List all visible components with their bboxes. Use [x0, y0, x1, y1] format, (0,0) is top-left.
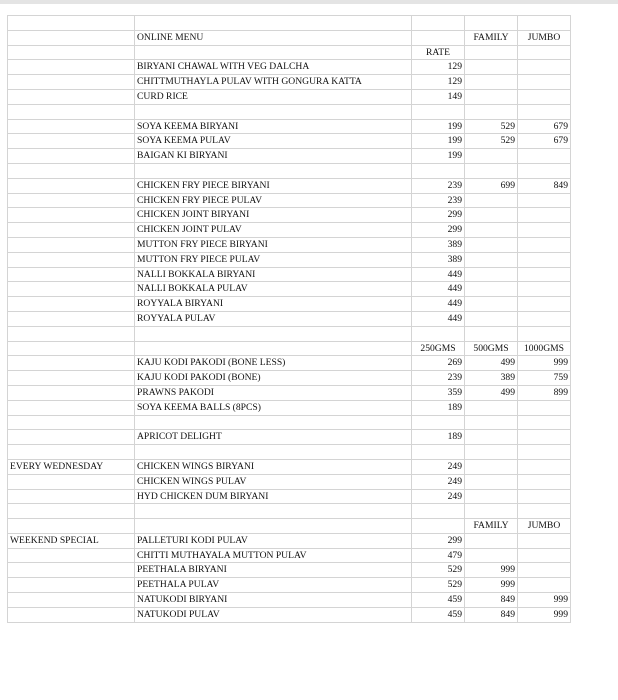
- item-name-cell[interactable]: [135, 16, 412, 31]
- price-col3-cell[interactable]: [518, 578, 571, 593]
- item-name-cell[interactable]: CHICKEN FRY PIECE PULAV: [135, 193, 412, 208]
- price-col1-cell[interactable]: 269: [412, 356, 465, 371]
- price-col1-cell[interactable]: 189: [412, 400, 465, 415]
- item-name-cell[interactable]: [135, 415, 412, 430]
- item-name-cell[interactable]: CHICKEN WINGS PULAV: [135, 474, 412, 489]
- section-label-cell[interactable]: [8, 163, 135, 178]
- table-row: [8, 30, 571, 45]
- table-row: [8, 193, 571, 208]
- price-col3-cell[interactable]: [518, 104, 571, 119]
- section-label-cell[interactable]: [8, 60, 135, 75]
- item-name-cell[interactable]: APRICOT DELIGHT: [135, 430, 412, 445]
- item-name-cell[interactable]: ROYYALA BIRYANI: [135, 297, 412, 312]
- price-col2-cell[interactable]: 849: [465, 593, 518, 608]
- table-row: [8, 593, 571, 608]
- price-col3-cell[interactable]: 999: [518, 356, 571, 371]
- price-col1-cell[interactable]: 249: [412, 459, 465, 474]
- price-col1-cell[interactable]: [412, 445, 465, 460]
- item-name-cell[interactable]: NALLI BOKKALA PULAV: [135, 282, 412, 297]
- section-label-cell[interactable]: [8, 149, 135, 164]
- price-col3-cell[interactable]: 679: [518, 119, 571, 134]
- price-col3-cell[interactable]: [518, 89, 571, 104]
- table-row: [8, 16, 571, 31]
- table-row: [8, 504, 571, 519]
- table-row: [8, 104, 571, 119]
- item-name-cell[interactable]: ROYYALA PULAV: [135, 311, 412, 326]
- section-label-cell[interactable]: [8, 223, 135, 238]
- price-col2-cell[interactable]: [465, 489, 518, 504]
- table-row: [8, 430, 571, 445]
- item-name-cell[interactable]: CHICKEN JOINT BIRYANI: [135, 208, 412, 223]
- table-row: [8, 385, 571, 400]
- table-row: [8, 400, 571, 415]
- section-label-cell[interactable]: [8, 237, 135, 252]
- section-label-cell[interactable]: [8, 16, 135, 31]
- table-row: [8, 578, 571, 593]
- price-col1-cell[interactable]: 529: [412, 563, 465, 578]
- table-row: [8, 519, 571, 534]
- table-row: [8, 356, 571, 371]
- price-col2-cell[interactable]: 529: [465, 119, 518, 134]
- price-col1-cell[interactable]: 389: [412, 252, 465, 267]
- section-label-cell[interactable]: [8, 430, 135, 445]
- price-col2-cell[interactable]: [465, 459, 518, 474]
- price-col1-cell[interactable]: [412, 163, 465, 178]
- price-col3-cell[interactable]: 679: [518, 134, 571, 149]
- price-col3-cell[interactable]: [518, 45, 571, 60]
- table-row: [8, 163, 571, 178]
- price-col2-cell[interactable]: [465, 89, 518, 104]
- price-col1-cell[interactable]: 199: [412, 149, 465, 164]
- price-col1-cell[interactable]: 250GMS: [412, 341, 465, 356]
- price-col3-cell[interactable]: [518, 282, 571, 297]
- price-col2-cell[interactable]: 529: [465, 134, 518, 149]
- menu-spreadsheet: [7, 15, 571, 623]
- price-col2-cell[interactable]: [465, 430, 518, 445]
- table-row: [8, 282, 571, 297]
- price-col1-cell[interactable]: 239: [412, 371, 465, 386]
- price-col3-cell[interactable]: [518, 563, 571, 578]
- price-col1-cell[interactable]: 449: [412, 282, 465, 297]
- price-col2-cell[interactable]: [465, 297, 518, 312]
- price-col3-cell[interactable]: [518, 267, 571, 282]
- price-col3-cell[interactable]: [518, 297, 571, 312]
- price-col3-cell[interactable]: [518, 548, 571, 563]
- price-col2-cell[interactable]: [465, 533, 518, 548]
- price-col1-cell[interactable]: 479: [412, 548, 465, 563]
- section-label-cell[interactable]: [8, 311, 135, 326]
- table-row: [8, 607, 571, 622]
- item-name-cell[interactable]: CHITTI MUTHAYALA MUTTON PULAV: [135, 548, 412, 563]
- price-col3-cell[interactable]: [518, 504, 571, 519]
- section-label-cell[interactable]: [8, 607, 135, 622]
- item-name-cell[interactable]: CHITTMUTHAYLA PULAV WITH GONGURA KATTA: [135, 75, 412, 90]
- price-col1-cell[interactable]: [412, 415, 465, 430]
- price-col3-cell[interactable]: [518, 400, 571, 415]
- table-row: [8, 311, 571, 326]
- item-name-cell[interactable]: SOYA KEEMA BALLS (8PCS): [135, 400, 412, 415]
- price-col2-cell[interactable]: [465, 45, 518, 60]
- section-label-cell[interactable]: [8, 371, 135, 386]
- price-col1-cell[interactable]: 529: [412, 578, 465, 593]
- item-name-cell[interactable]: PALLETURI KODI PULAV: [135, 533, 412, 548]
- table-row: [8, 223, 571, 238]
- item-name-cell[interactable]: PEETHALA BIRYANI: [135, 563, 412, 578]
- section-label-cell[interactable]: [8, 104, 135, 119]
- price-col1-cell[interactable]: 199: [412, 119, 465, 134]
- price-col2-cell[interactable]: [465, 445, 518, 460]
- price-col3-cell[interactable]: [518, 326, 571, 341]
- item-name-cell[interactable]: MUTTON FRY PIECE PULAV: [135, 252, 412, 267]
- item-name-cell[interactable]: [135, 163, 412, 178]
- price-col2-cell[interactable]: 499: [465, 356, 518, 371]
- price-col1-cell[interactable]: 299: [412, 223, 465, 238]
- item-name-cell[interactable]: HYD CHICKEN DUM BIRYANI: [135, 489, 412, 504]
- item-name-cell[interactable]: BAIGAN KI BIRYANI: [135, 149, 412, 164]
- price-col1-cell[interactable]: 459: [412, 607, 465, 622]
- table-row: [8, 548, 571, 563]
- item-name-cell[interactable]: CHICKEN JOINT PULAV: [135, 223, 412, 238]
- item-name-cell[interactable]: SOYA KEEMA PULAV: [135, 134, 412, 149]
- item-name-cell[interactable]: [135, 445, 412, 460]
- section-label-cell[interactable]: [8, 119, 135, 134]
- table-row: [8, 149, 571, 164]
- section-label-cell[interactable]: [8, 578, 135, 593]
- item-name-cell[interactable]: NATUKODI PULAV: [135, 607, 412, 622]
- price-col3-cell[interactable]: [518, 163, 571, 178]
- window-top-edge: [0, 0, 618, 4]
- item-name-cell[interactable]: KAJU KODI PAKODI (BONE): [135, 371, 412, 386]
- item-name-cell[interactable]: MUTTON FRY PIECE BIRYANI: [135, 237, 412, 252]
- section-label-cell[interactable]: [8, 193, 135, 208]
- item-name-cell[interactable]: PRAWNS PAKODI: [135, 385, 412, 400]
- price-col3-cell[interactable]: [518, 149, 571, 164]
- table-row: [8, 252, 571, 267]
- price-col3-cell[interactable]: [518, 430, 571, 445]
- price-col1-cell[interactable]: 249: [412, 489, 465, 504]
- item-name-cell[interactable]: ONLINE MENU: [135, 30, 412, 45]
- section-label-cell[interactable]: [8, 519, 135, 534]
- price-col1-cell[interactable]: RATE: [412, 45, 465, 60]
- price-col3-cell[interactable]: [518, 311, 571, 326]
- section-label-cell[interactable]: [8, 282, 135, 297]
- section-label-cell[interactable]: [8, 252, 135, 267]
- section-label-cell[interactable]: [8, 30, 135, 45]
- price-col2-cell[interactable]: [465, 223, 518, 238]
- price-col3-cell[interactable]: [518, 489, 571, 504]
- table-row: [8, 533, 571, 548]
- price-col3-cell[interactable]: [518, 193, 571, 208]
- table-row: [8, 267, 571, 282]
- price-col2-cell[interactable]: [465, 237, 518, 252]
- item-name-cell[interactable]: NALLI BOKKALA BIRYANI: [135, 267, 412, 282]
- price-col2-cell[interactable]: [465, 208, 518, 223]
- price-col3-cell[interactable]: [518, 237, 571, 252]
- section-label-cell[interactable]: [8, 45, 135, 60]
- table-row: [8, 445, 571, 460]
- section-label-cell[interactable]: [8, 504, 135, 519]
- section-label-cell[interactable]: [8, 208, 135, 223]
- price-col1-cell[interactable]: [412, 326, 465, 341]
- price-col1-cell[interactable]: [412, 504, 465, 519]
- item-name-cell[interactable]: [135, 341, 412, 356]
- section-label-cell[interactable]: WEEKEND SPECIAL: [8, 533, 135, 548]
- table-row: [8, 89, 571, 104]
- section-label-cell[interactable]: [8, 593, 135, 608]
- price-col1-cell[interactable]: 189: [412, 430, 465, 445]
- item-name-cell[interactable]: KAJU KODI PAKODI (BONE LESS): [135, 356, 412, 371]
- price-col2-cell[interactable]: [465, 252, 518, 267]
- price-col2-cell[interactable]: [465, 163, 518, 178]
- price-col2-cell[interactable]: [465, 474, 518, 489]
- item-name-cell[interactable]: [135, 519, 412, 534]
- section-label-cell[interactable]: [8, 297, 135, 312]
- table-row: [8, 208, 571, 223]
- table-row: [8, 60, 571, 75]
- price-col2-cell[interactable]: [465, 548, 518, 563]
- price-col2-cell[interactable]: [465, 311, 518, 326]
- item-name-cell[interactable]: PEETHALA PULAV: [135, 578, 412, 593]
- section-label-cell[interactable]: [8, 178, 135, 193]
- price-col3-cell[interactable]: JUMBO: [518, 519, 571, 534]
- item-name-cell[interactable]: CURD RICE: [135, 89, 412, 104]
- table-row: [8, 489, 571, 504]
- price-col3-cell[interactable]: [518, 223, 571, 238]
- section-label-cell[interactable]: [8, 489, 135, 504]
- price-col2-cell[interactable]: 499: [465, 385, 518, 400]
- price-col1-cell[interactable]: 249: [412, 474, 465, 489]
- section-label-cell[interactable]: [8, 474, 135, 489]
- section-label-cell[interactable]: EVERY WEDNESDAY: [8, 459, 135, 474]
- price-col1-cell[interactable]: 299: [412, 533, 465, 548]
- price-col2-cell[interactable]: [465, 415, 518, 430]
- price-col1-cell[interactable]: 149: [412, 89, 465, 104]
- price-col1-cell[interactable]: 199: [412, 134, 465, 149]
- table-row: [8, 371, 571, 386]
- price-col2-cell[interactable]: [465, 282, 518, 297]
- price-col1-cell[interactable]: 459: [412, 593, 465, 608]
- table-row: [8, 134, 571, 149]
- table-row: [8, 237, 571, 252]
- section-label-cell[interactable]: [8, 134, 135, 149]
- sheet-body: [8, 16, 571, 623]
- item-name-cell[interactable]: [135, 326, 412, 341]
- item-name-cell[interactable]: CHICKEN WINGS BIRYANI: [135, 459, 412, 474]
- price-col2-cell[interactable]: 999: [465, 563, 518, 578]
- section-label-cell[interactable]: [8, 356, 135, 371]
- price-col3-cell[interactable]: [518, 16, 571, 31]
- section-label-cell[interactable]: [8, 400, 135, 415]
- price-col3-cell[interactable]: [518, 474, 571, 489]
- price-col2-cell[interactable]: [465, 193, 518, 208]
- price-col2-cell[interactable]: [465, 400, 518, 415]
- section-label-cell[interactable]: [8, 563, 135, 578]
- section-label-cell[interactable]: [8, 267, 135, 282]
- table-row: [8, 45, 571, 60]
- price-col1-cell[interactable]: [412, 104, 465, 119]
- price-col3-cell[interactable]: [518, 60, 571, 75]
- price-col3-cell[interactable]: 999: [518, 607, 571, 622]
- section-label-cell[interactable]: [8, 326, 135, 341]
- section-label-cell[interactable]: [8, 548, 135, 563]
- section-label-cell[interactable]: [8, 75, 135, 90]
- table-row: [8, 326, 571, 341]
- table-row: [8, 119, 571, 134]
- item-name-cell[interactable]: CHICKEN FRY PIECE BIRYANI: [135, 178, 412, 193]
- price-col1-cell[interactable]: [412, 519, 465, 534]
- table-row: [8, 178, 571, 193]
- price-col2-cell[interactable]: 699: [465, 178, 518, 193]
- item-name-cell[interactable]: [135, 45, 412, 60]
- item-name-cell[interactable]: NATUKODI BIRYANI: [135, 593, 412, 608]
- price-col3-cell[interactable]: [518, 533, 571, 548]
- price-col2-cell[interactable]: 500GMS: [465, 341, 518, 356]
- price-col2-cell[interactable]: FAMILY: [465, 30, 518, 45]
- price-col1-cell[interactable]: 239: [412, 193, 465, 208]
- price-col3-cell[interactable]: [518, 252, 571, 267]
- price-col1-cell[interactable]: 299: [412, 208, 465, 223]
- price-col3-cell[interactable]: 999: [518, 593, 571, 608]
- section-label-cell[interactable]: [8, 89, 135, 104]
- table-row: [8, 474, 571, 489]
- table-row: [8, 297, 571, 312]
- table-row: [8, 563, 571, 578]
- price-col2-cell[interactable]: [465, 504, 518, 519]
- price-col3-cell[interactable]: 899: [518, 385, 571, 400]
- price-col1-cell[interactable]: 449: [412, 297, 465, 312]
- price-col2-cell[interactable]: [465, 16, 518, 31]
- price-col2-cell[interactable]: [465, 104, 518, 119]
- price-col3-cell[interactable]: 849: [518, 178, 571, 193]
- price-col2-cell[interactable]: [465, 75, 518, 90]
- item-name-cell[interactable]: BIRYANI CHAWAL WITH VEG DALCHA: [135, 60, 412, 75]
- price-col2-cell[interactable]: [465, 267, 518, 282]
- price-col1-cell[interactable]: 449: [412, 267, 465, 282]
- price-col1-cell[interactable]: 129: [412, 75, 465, 90]
- item-name-cell[interactable]: [135, 104, 412, 119]
- section-label-cell[interactable]: [8, 385, 135, 400]
- price-col3-cell[interactable]: [518, 415, 571, 430]
- price-col1-cell[interactable]: 449: [412, 311, 465, 326]
- price-col3-cell[interactable]: 1000GMS: [518, 341, 571, 356]
- section-label-cell[interactable]: [8, 341, 135, 356]
- price-col2-cell[interactable]: 389: [465, 371, 518, 386]
- price-col1-cell[interactable]: [412, 16, 465, 31]
- price-col1-cell[interactable]: [412, 30, 465, 45]
- price-col2-cell[interactable]: 999: [465, 578, 518, 593]
- price-col3-cell[interactable]: [518, 445, 571, 460]
- price-col1-cell[interactable]: 389: [412, 237, 465, 252]
- table-row: [8, 459, 571, 474]
- price-col3-cell[interactable]: [518, 75, 571, 90]
- price-col2-cell[interactable]: FAMILY: [465, 519, 518, 534]
- price-col3-cell[interactable]: JUMBO: [518, 30, 571, 45]
- price-col1-cell[interactable]: 129: [412, 60, 465, 75]
- item-name-cell[interactable]: SOYA KEEMA BIRYANI: [135, 119, 412, 134]
- price-col1-cell[interactable]: 359: [412, 385, 465, 400]
- section-label-cell[interactable]: [8, 445, 135, 460]
- table-row: [8, 75, 571, 90]
- table-row: [8, 415, 571, 430]
- section-label-cell[interactable]: [8, 415, 135, 430]
- table-row: [8, 341, 571, 356]
- price-col3-cell[interactable]: [518, 459, 571, 474]
- price-col3-cell[interactable]: 759: [518, 371, 571, 386]
- price-col2-cell[interactable]: [465, 149, 518, 164]
- price-col2-cell[interactable]: [465, 60, 518, 75]
- price-col2-cell[interactable]: [465, 326, 518, 341]
- price-col1-cell[interactable]: 239: [412, 178, 465, 193]
- price-col3-cell[interactable]: [518, 208, 571, 223]
- price-col2-cell[interactable]: 849: [465, 607, 518, 622]
- item-name-cell[interactable]: [135, 504, 412, 519]
